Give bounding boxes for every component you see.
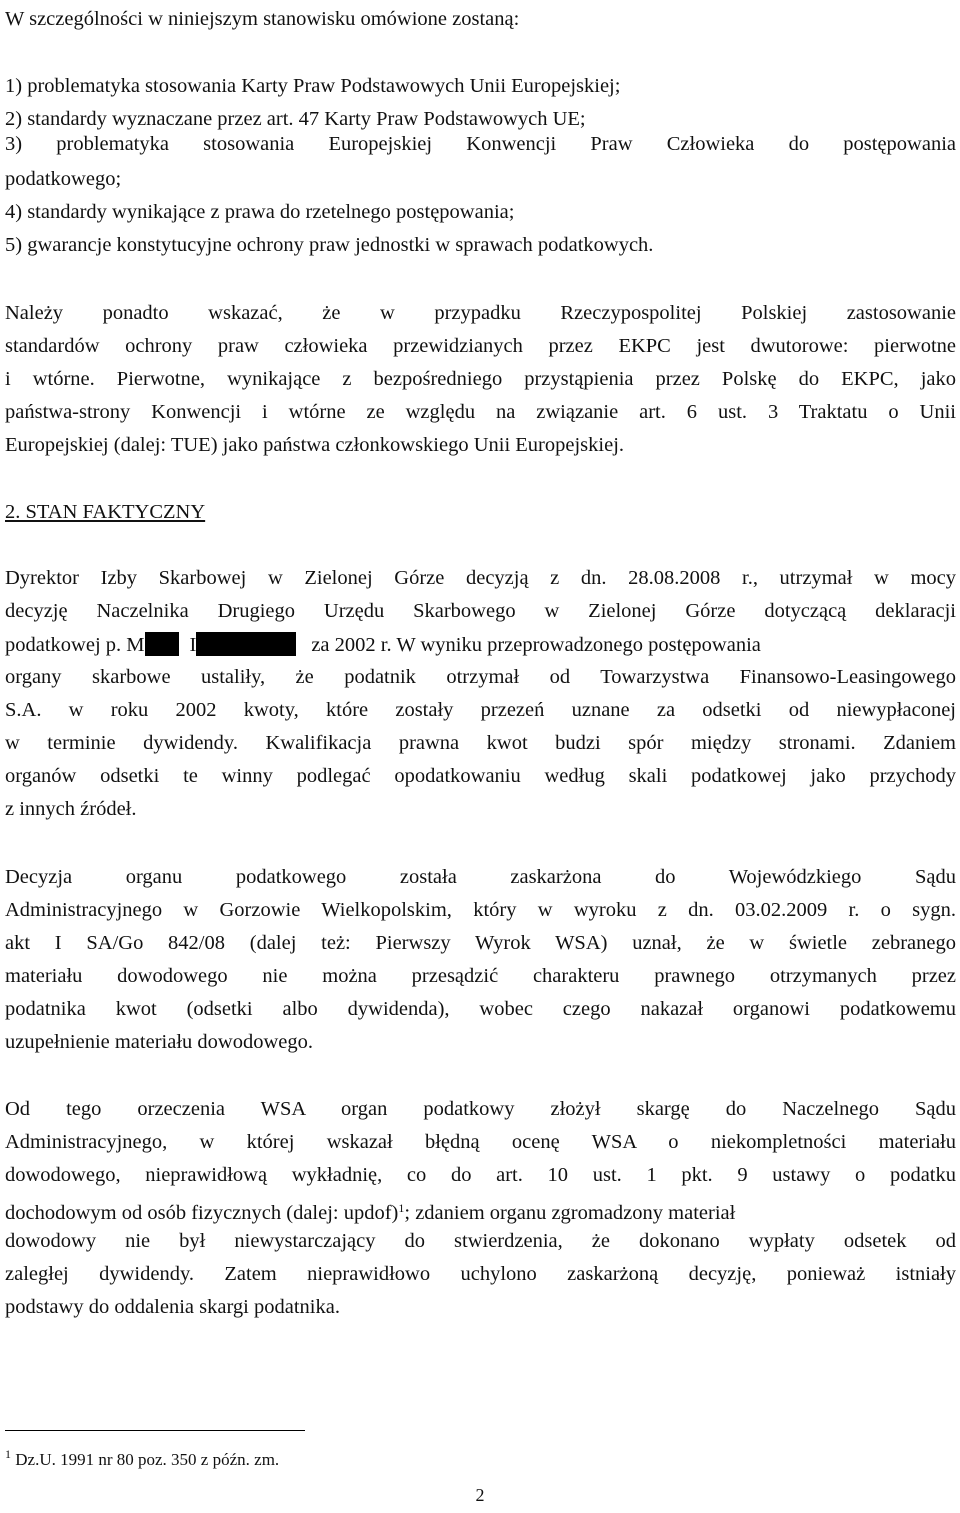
paragraph-line: zaległej dywidendy. Zatem nieprawidłowo uchylono zaskarżoną decyzję, ponieważ istniały xyxy=(5,1263,956,1285)
paragraph-line xyxy=(5,1196,956,1225)
paragraph-line: Należy ponadto wskazać, że w przypadku Rzeczypospolitej Polskiej zastosowanie xyxy=(5,302,956,324)
paragraph-line: organy skarbowe ustaliły, że podatnik otrzymał od Towarzystwa Finansowo-Leasingowego xyxy=(5,666,956,688)
section-heading: 2. STAN FAKTYCZNY xyxy=(5,501,206,523)
paragraph-line: z innych źródeł. xyxy=(5,798,137,820)
list-item: 3) problematyka stosowania Europejskiej Konwencji Praw Człowieka do postępowania xyxy=(5,133,956,155)
page-number: 2 xyxy=(475,1485,485,1505)
paragraph-line: Od tego orzeczenia WSA organ podatkowy złożył skargę do Naczelnego Sądu xyxy=(5,1098,956,1120)
footnote-divider xyxy=(5,1430,305,1431)
text-segment: za 2002 r. W wyniku przeprowadzonego postępowania xyxy=(311,634,761,656)
paragraph-line: Administracyjnego, w której wskazał błędną ocenę WSA o niekompletności materiału xyxy=(5,1131,956,1153)
paragraph-line: organów odsetki te winny podlegać opodatkowaniu według skali podatkowej jako przychody xyxy=(5,765,956,787)
list-item: 5) gwarancje konstytucyjne ochrony praw jednostki w sprawach podatkowych. xyxy=(5,234,654,256)
text-segment: ; zdaniem organu zgromadzony materiał xyxy=(404,1202,736,1224)
paragraph-line: państwa-strony Konwencji i wtórne ze względu na związanie art. 6 ust. 3 Traktatu o Unii xyxy=(5,401,956,423)
paragraph-line: standardów ochrony praw człowieka przewidzianych przez EKPC jest dwutorowe: pierwotne xyxy=(5,335,956,357)
paragraph-line: dowodowego, nieprawidłową wykładnię, co do art. 10 ust. 1 pkt. 9 ustawy o podatku xyxy=(5,1164,956,1186)
paragraph-line: Decyzja organu podatkowego została zaskarżona do Wojewódzkiego Sądu xyxy=(5,866,956,888)
paragraph-line: uzupełnienie materiału dowodowego. xyxy=(5,1031,313,1053)
paragraph-line: materiału dowodowego nie można przesądzić charakteru prawnego otrzymanych przez xyxy=(5,965,956,987)
paragraph-line: akt I SA/Go 842/08 (dalej też: Pierwszy Wyrok WSA) uznał, że w świetle zebranego xyxy=(5,932,956,954)
text-segment: I xyxy=(189,634,197,656)
paragraph-line: Dyrektor Izby Skarbowej w Zielonej Górze decyzją z dn. 28.08.2008 r., utrzymał w mocy xyxy=(5,567,956,589)
paragraph-line: S.A. w roku 2002 kwoty, które zostały przezeń uznane za odsetki od niewypłaconej xyxy=(5,699,956,721)
paragraph-line: podatnika kwot (odsetki albo dywidenda), wobec czego nakazał organowi podatkowemu xyxy=(5,998,956,1020)
paragraph-line: i wtórne. Pierwotne, wynikające z bezpośredniego przystąpienia przez Polskę do EKPC, jako xyxy=(5,368,956,390)
list-item: 4) standardy wynikające z prawa do rzetelnego postępowania; xyxy=(5,201,515,223)
redaction-block xyxy=(145,632,179,656)
list-item: podatkowego; xyxy=(5,168,122,190)
intro-text: W szczególności w niniejszym stanowisku omówione zostaną: xyxy=(5,8,520,30)
list-item: 1) problematyka stosowania Karty Praw Podstawowych Unii Europejskiej; xyxy=(5,75,621,97)
footnote-reference: 1 xyxy=(398,1201,405,1215)
list-item: 2) standardy wyznaczane przez art. 47 Karty Praw Podstawowych UE; xyxy=(5,108,586,130)
footnote-marker: 1 xyxy=(5,1447,11,1461)
paragraph-line: w terminie dywidendy. Kwalifikacja prawna kwot budzi spór między stronami. Zdaniem xyxy=(5,732,956,754)
paragraph-line: dowodowy nie był niewystarczający do stwierdzenia, że dokonano wypłaty odsetek od xyxy=(5,1230,956,1252)
paragraph-line: Administracyjnego w Gorzowie Wielkopolskim, który w wyroku z dn. 03.02.2009 r. o sygn. xyxy=(5,899,956,921)
redaction-block xyxy=(196,632,296,656)
paragraph-line: podstawy do oddalenia skargi podatnika. xyxy=(5,1296,340,1318)
paragraph-line: Europejskiej (dalej: TUE) jako państwa członkowskiego Unii Europejskiej. xyxy=(5,434,625,456)
text-segment: dochodowym od osób fizycznych (dalej: updof) xyxy=(5,1202,399,1224)
paragraph-line xyxy=(5,632,956,657)
footnote xyxy=(5,1443,279,1471)
footnote-text: Dz.U. 1991 nr 80 poz. 350 z późn. zm. xyxy=(11,1450,280,1469)
text-segment: podatkowej p. M xyxy=(5,634,145,656)
paragraph-line: decyzję Naczelnika Drugiego Urzędu Skarbowego w Zielonej Górze dotyczącą deklaracji xyxy=(5,600,956,622)
